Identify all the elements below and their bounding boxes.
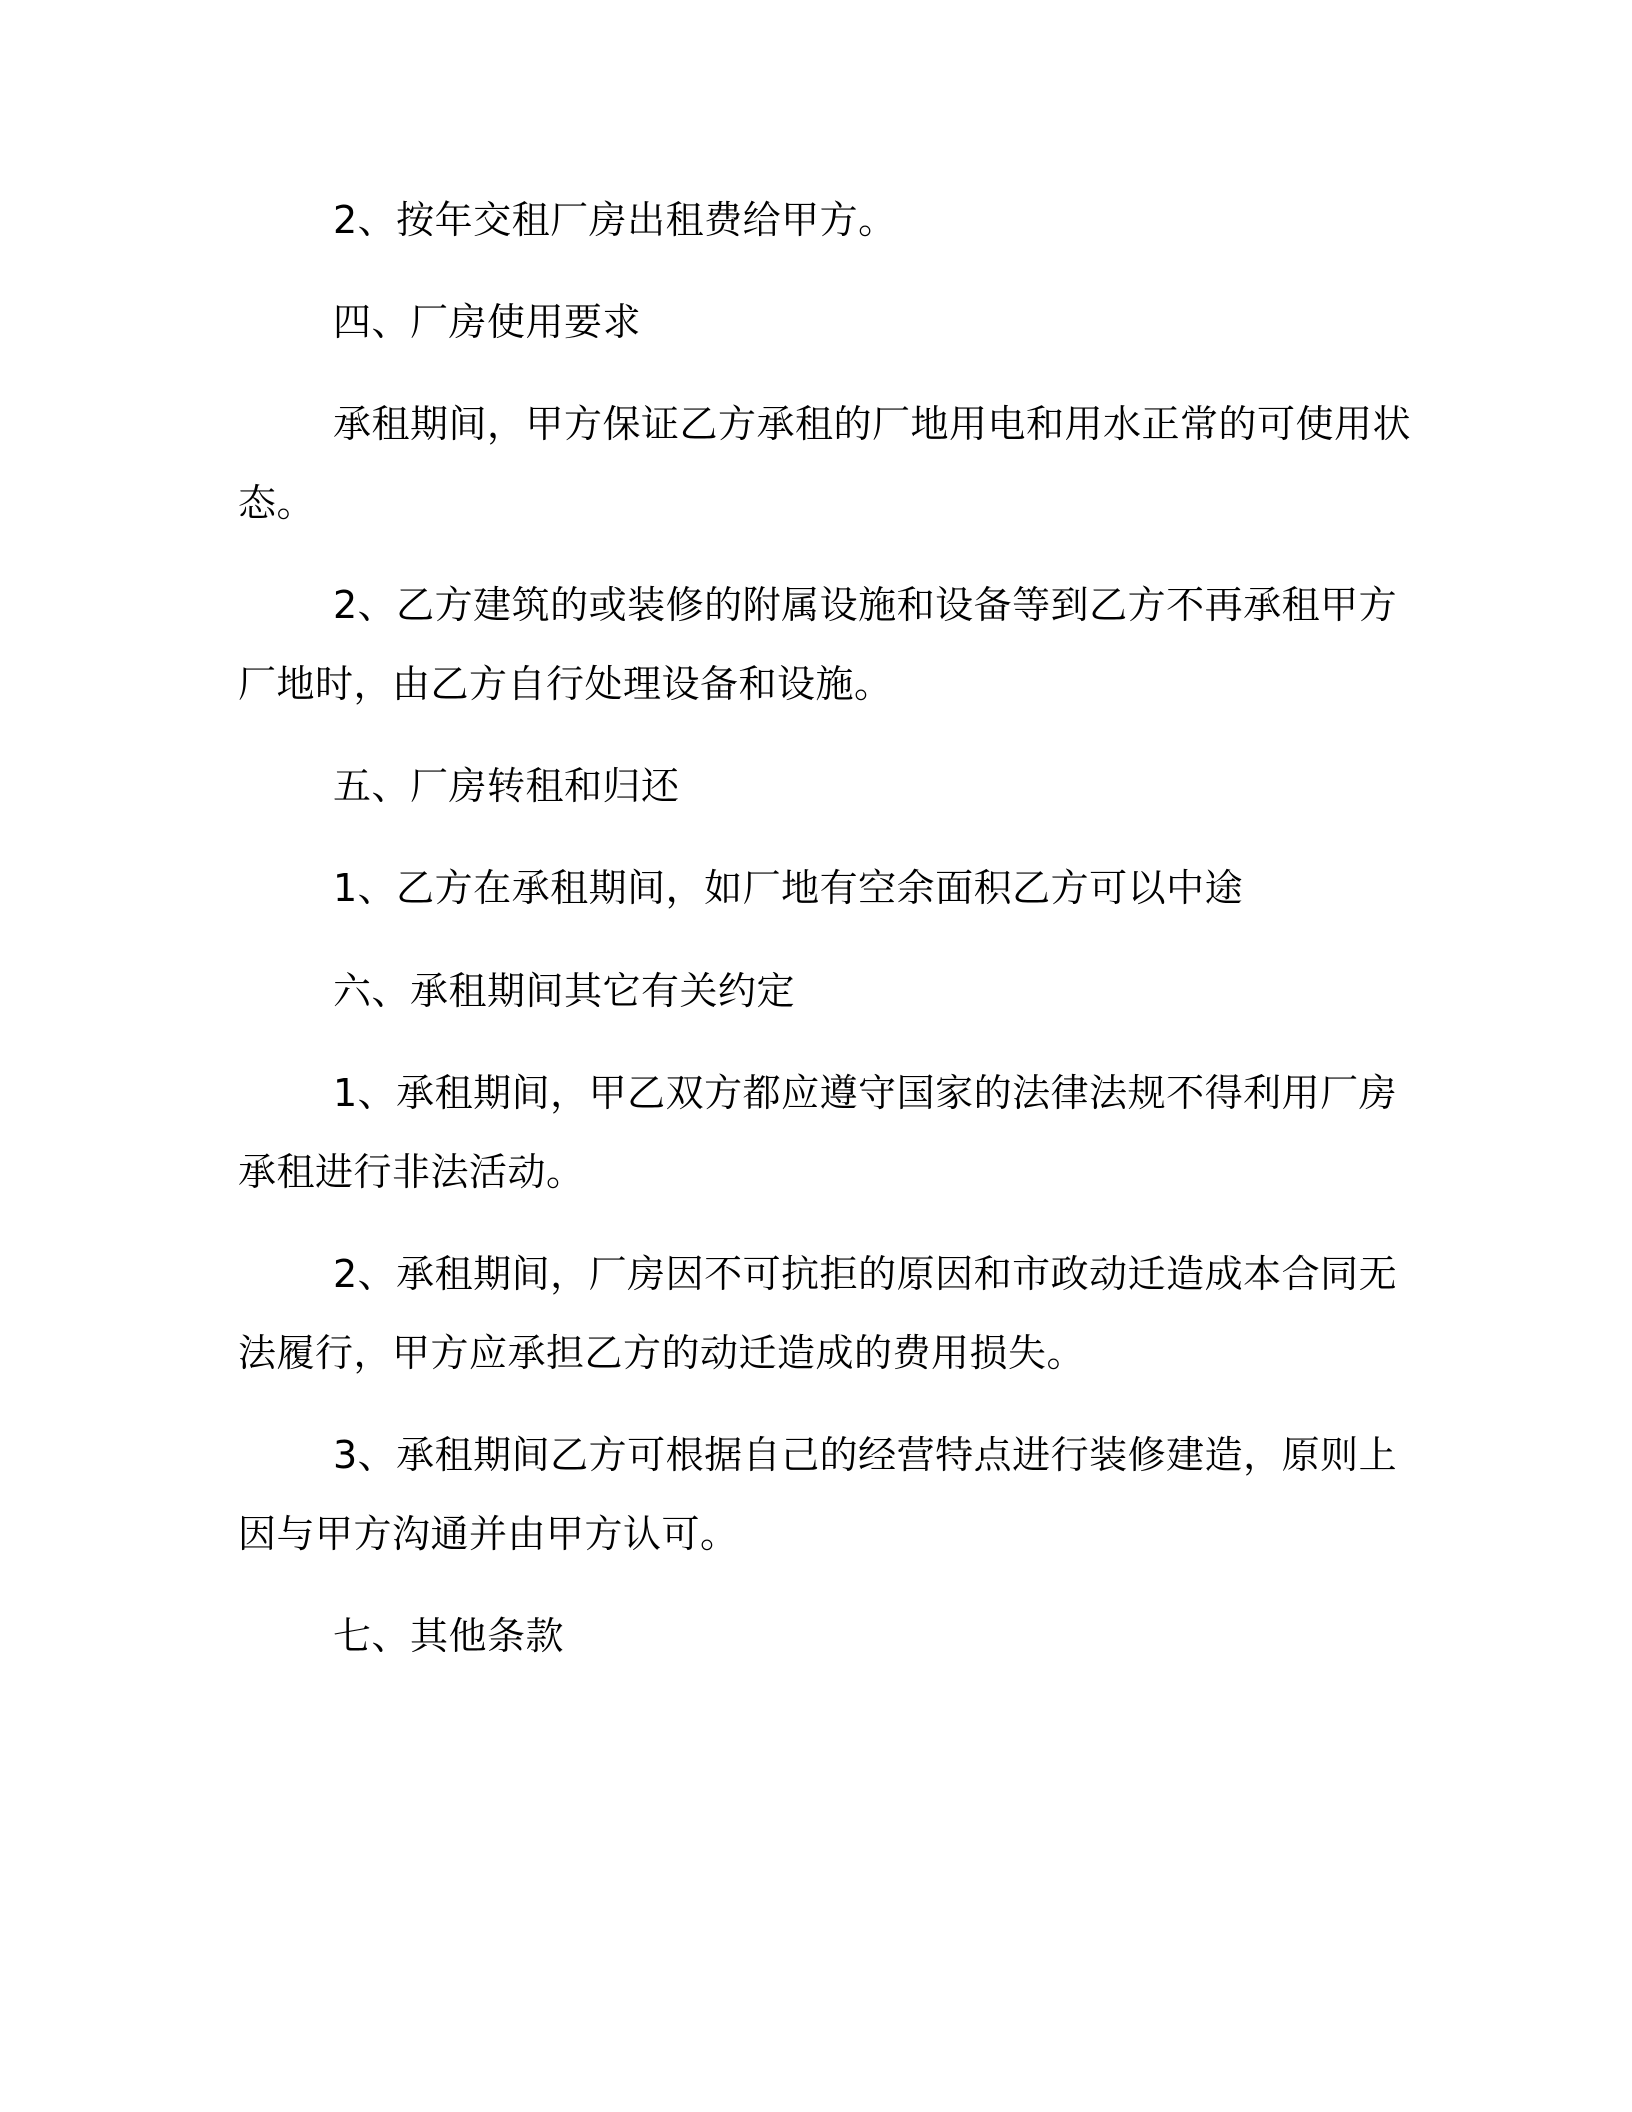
section-heading: 六、承租期间其它有关约定	[333, 969, 796, 1013]
section-heading: 七、其他条款	[333, 1614, 565, 1658]
paragraph-line: 2、乙方建筑的或装修的附属设施和设备等到乙方不再承租甲方	[333, 583, 1398, 627]
paragraph-line: 态。	[238, 481, 316, 525]
paragraph-line: 因与甲方沟通并由甲方认可。	[238, 1512, 739, 1556]
paragraph-line: 承租进行非法活动。	[238, 1150, 585, 1194]
paragraph-line: 1、承租期间，甲乙双方都应遵守国家的法律法规不得利用厂房	[333, 1071, 1398, 1115]
paragraph-line: 承租期间，甲方保证乙方承租的厂地用电和用水正常的可使用状	[333, 402, 1412, 446]
paragraph-line: 法履行，甲方应承担乙方的动迁造成的费用损失。	[238, 1331, 1086, 1375]
paragraph-line: 3、承租期间乙方可根据自己的经营特点进行装修建造，原则上	[333, 1433, 1398, 1477]
section-heading: 五、厂房转租和归还	[333, 764, 680, 808]
paragraph-line: 2、按年交租厂房出租费给甲方。	[333, 198, 897, 242]
paragraph-line: 2、承租期间，厂房因不可抗拒的原因和市政动迁造成本合同无	[333, 1252, 1398, 1296]
paragraph-line: 厂地时，由乙方自行处理设备和设施。	[238, 662, 893, 706]
paragraph-line: 1、乙方在承租期间，如厂地有空余面积乙方可以中途	[333, 866, 1244, 910]
section-heading: 四、厂房使用要求	[333, 300, 642, 344]
